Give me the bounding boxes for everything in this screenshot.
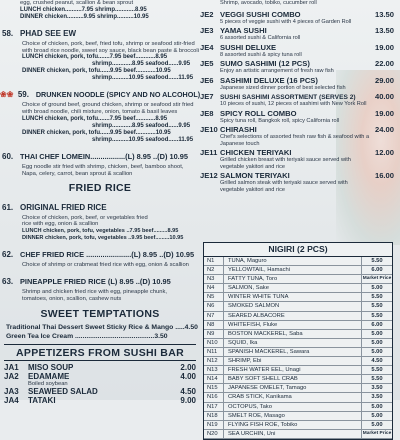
nigiri-name: WINTER WHITE TUNA: [224, 293, 362, 301]
appetizer-item: [0, 387, 200, 396]
combo-desc: Japanese sized dinner portion of best selected fish: [220, 84, 346, 91]
appetizer-code: JA4: [4, 395, 19, 405]
nigiri-name: OCTOPUS, Tako: [224, 403, 362, 411]
nigiri-row: [204, 357, 392, 366]
item-desc: Choice of ground beef, ground chicken, shrimp or seafood stir fried: [22, 102, 194, 109]
item-57-lunch: LUNCH chicken..........7.95 shrimp............8.95: [20, 6, 147, 13]
nigiri-name: TUNA, Maguro: [224, 257, 362, 265]
nigiri-price: 3.50: [371, 385, 383, 392]
divider: [4, 360, 196, 361]
nigiri-name: YELLOWTAIL, Hamachi: [224, 266, 362, 274]
combo-desc: 5 pieces of veggie sushi with 4 pieces of Garden Roll: [220, 18, 352, 25]
combo-code: JE2: [200, 9, 214, 19]
nigiri-name: SMELT ROE, Masago: [224, 412, 362, 420]
nigiri-code: N17: [204, 403, 224, 411]
menu-item-58: [0, 23, 200, 83]
combo-name: CHICKEN TERIYAKI: [220, 148, 292, 157]
nigiri-code: N11: [204, 348, 224, 356]
combo-item: [200, 92, 400, 108]
nigiri-price: 5.50: [371, 376, 383, 383]
left-column: [0, 0, 201, 405]
appetizer-name: TATAKI: [28, 395, 56, 405]
dessert-item: Traditional Thai Dessert Sweet Sticky Rice & Mango .....4.50: [6, 323, 198, 331]
nigiri-price: 4.50: [371, 358, 383, 365]
combo-item: [200, 171, 400, 193]
appetizer-item: [0, 372, 200, 387]
item-name: PINEAPPLE FRIED RICE (L) 8.95 ..(D) 10.95: [20, 276, 171, 286]
appetizer-price: 4.50: [180, 386, 196, 396]
nigiri-row: [204, 375, 392, 384]
nigiri-price: 6.00: [371, 267, 383, 274]
item-57-dinner: DINNER chicken..........9.95 shrimp..........10.95: [20, 13, 149, 20]
nigiri-price: 5.50: [371, 367, 383, 374]
combo-price: 13.50: [374, 26, 394, 35]
nigiri-price: 5.50: [371, 303, 383, 310]
nigiri-name: SEA URCHIN, Uni: [224, 430, 362, 438]
combo-item: [200, 76, 400, 92]
nigiri-name: BABY SOFT SHELL CRAB: [224, 375, 362, 383]
price-line: LUNCH chicken, pork, tofu.......7.95 beef............8.95: [22, 115, 168, 122]
nigiri-table: [203, 242, 393, 440]
combo-name: SUMO SASHIMI (12 PCS): [220, 59, 310, 68]
nigiri-price: 3.50: [371, 394, 383, 401]
spicy-pepper-icon: ❀❀: [0, 90, 14, 100]
price-line: DINNER chicken, pork, tofu......9.95 beef............10.95: [22, 129, 171, 136]
item-desc: Shrimp and chicken fried rice with egg, pineapple chunk,: [22, 288, 168, 295]
combo-price: 22.00: [374, 59, 394, 68]
combo-desc: Spicy tuna roll, Bangkok roll, spicy California roll: [220, 117, 340, 124]
combo-name: YAMA SUSHI: [220, 26, 267, 35]
appetizer-code: JA3: [4, 386, 19, 396]
combo-price: 40.00: [374, 92, 394, 101]
item-number: 58.: [2, 28, 14, 38]
item-number: 62.: [2, 250, 14, 260]
item-desc: Choice of chicken, pork, beef, fried tofu, shrimp or seafood stir-fried: [22, 40, 195, 47]
combo-price: 24.00: [374, 125, 394, 134]
nigiri-row: [204, 330, 392, 339]
nigiri-code: N9: [204, 330, 224, 338]
combo-item: [200, 125, 400, 147]
nigiri-code: N20: [204, 430, 224, 438]
appetizer-price: 9.00: [180, 395, 196, 405]
combo-desc: 6 assorted sushi & California roll: [220, 35, 301, 41]
combo-code: JE5: [200, 59, 214, 68]
item-desc: Choice of shrimp or crabmeat fried rice with egg, onion & scallion: [22, 262, 189, 269]
nigiri-code: N12: [204, 357, 224, 365]
nigiri-row: [204, 384, 392, 393]
appetizer-code: JA2: [4, 371, 19, 381]
appetizer-code: JA1: [4, 362, 19, 372]
combo-code: JE10: [200, 125, 218, 134]
nigiri-name: FLYING FISH ROE, Tobiko: [224, 421, 362, 429]
item-number: 60.: [2, 151, 14, 161]
combo-desc: Grilled chicken breast with teriyaki sauce served with vegetable yakitori and rice: [220, 157, 351, 170]
price-line: shrimp............8.95 seafood......9.95: [92, 61, 191, 68]
item-number: 61.: [2, 202, 14, 212]
divider: [4, 344, 196, 345]
combo-price: 19.00: [374, 42, 394, 52]
nigiri-row: [204, 275, 392, 284]
price-line: shrimp..........10.95 seafood......11.95: [92, 136, 194, 143]
combo-code: JE3: [200, 26, 214, 35]
item-desc: Egg noodle stir fried with shrimp, chicken, beef, bamboo shoot,: [22, 163, 184, 170]
combo-desc: 10 pieces of sushi, 12 pieces of sashimi with New York Roll: [220, 101, 367, 107]
price-line: shrimp..........10.95 seafood......11.95: [92, 75, 194, 82]
item-desc: rice with egg, onion & scallion: [22, 221, 99, 228]
combo-desc: Chef's selections of assorted fresh raw fish & seafood with a Japanese touch: [220, 134, 370, 147]
nigiri-row: [204, 421, 392, 430]
nigiri-row: [204, 284, 392, 293]
sweet-temptations-heading: SWEET TEMPTATIONS: [40, 307, 160, 320]
nigiri-price: 5.50: [371, 294, 383, 301]
combo-list: [200, 10, 400, 194]
nigiri-price: 6.00: [371, 321, 383, 328]
combo-code: JE12: [200, 171, 218, 180]
combo-item: [200, 148, 400, 170]
fried-rice-heading: FRIED RICE: [68, 181, 132, 194]
nigiri-code: N5: [204, 293, 224, 301]
item-57-desc: egg, crushed peanut, scallion & bean sprout: [20, 0, 134, 6]
nigiri-price: 5.50: [371, 312, 383, 319]
combo-price: 13.50: [374, 9, 394, 19]
nigiri-code: N16: [204, 393, 224, 401]
combo-desc: Enjoy an artistic arrangement of fresh raw fish: [220, 68, 334, 74]
nigiri-code: N1: [204, 257, 224, 265]
nigiri-name: JAPANESE OMELET, Tamago: [224, 384, 362, 392]
item-desc: Choice of chicken, pork, beef, or vegetables fried: [22, 214, 148, 221]
nigiri-name: SMOKED SALMON: [224, 302, 362, 310]
nigiri-code: N18: [204, 412, 224, 420]
appetizer-item: [0, 363, 200, 372]
nigiri-code: N2: [204, 266, 224, 274]
item-desc: Napa, celery, carrot, bean sprout & scallion: [22, 170, 133, 177]
nigiri-code: N13: [204, 366, 224, 374]
price-line: DINNER chicken, pork, tofu, vegetables ..9.95 beef.........10.95: [22, 235, 184, 242]
nigiri-price: Market Price: [362, 430, 392, 436]
combo-item: [200, 109, 400, 125]
nigiri-heading: NIGIRI (2 PCS): [204, 243, 392, 257]
combo-item: [200, 59, 400, 75]
nigiri-rows: [204, 257, 392, 439]
nigiri-name: FATTY TUNA, Toro: [224, 275, 362, 283]
item-number: 63.: [2, 276, 14, 286]
nigiri-row: [204, 293, 392, 302]
item-name: THAI CHEF LOMEIN.................(L) 8.95 ..(D) 10.95: [20, 151, 188, 161]
nigiri-code: N4: [204, 284, 224, 292]
combo-code: JE6: [200, 75, 214, 85]
nigiri-code: N10: [204, 339, 224, 347]
nigiri-name: FRESH WATER EEL, Unagi: [224, 366, 362, 374]
nigiri-name: SHRIMP, Ebi: [224, 357, 362, 365]
appetizer-item: [0, 396, 200, 405]
combo-je1-desc: Shrimp, avocado, tobiko, cucumber roll: [220, 0, 317, 6]
nigiri-code: N8: [204, 321, 224, 329]
item-number: 59.: [17, 90, 29, 100]
combo-name: VEGGI SUSHI COMBO: [220, 9, 301, 19]
menu-item-63: [0, 271, 200, 303]
combo-item: [200, 26, 400, 42]
nigiri-price: 5.00: [371, 339, 383, 346]
nigiri-price: 5.00: [371, 348, 383, 355]
nigiri-price: 5.00: [371, 285, 383, 292]
combo-item: [200, 43, 400, 59]
item-name: CHEF FRIED RICE ......................(L) 8.95 ..(D) 10.95: [20, 250, 195, 260]
dessert-item: Green Tea Ice Cream ..........................................3.50: [6, 332, 168, 340]
nigiri-row: [204, 348, 392, 357]
nigiri-name: SALMON, Sake: [224, 284, 362, 292]
item-desc: with broad noodle, chili mixture, onion, tomato & basil leaves: [22, 109, 178, 116]
nigiri-price: 5.00: [371, 403, 383, 410]
item-name: ORIGINAL FRIED RICE: [20, 202, 107, 212]
combo-item: [200, 10, 400, 26]
menu-item-62: [0, 244, 200, 269]
appetizer-name: SEAWEED SALAD: [28, 386, 98, 396]
price-line: LUNCH chicken, pork, tofu.......7.95 beef............8.95: [22, 54, 168, 61]
price-line: shrimp............8.95 seafood......9.95: [92, 122, 191, 129]
appetizer-name: MISO SOUP: [28, 362, 74, 372]
combo-price: 16.00: [374, 171, 394, 180]
combo-code: JE4: [200, 42, 214, 52]
combo-name: SASHIMI DELUXE (16 PCS): [220, 75, 318, 85]
nigiri-code: N14: [204, 375, 224, 383]
nigiri-price: 5.00: [371, 330, 383, 337]
nigiri-code: N7: [204, 312, 224, 320]
appetizer-price: 2.00: [180, 362, 196, 372]
nigiri-row: [204, 302, 392, 311]
appetizers-heading: APPETIZERS FROM SUSHI BAR: [16, 346, 184, 359]
nigiri-row: [204, 412, 392, 421]
combo-name: CHIRASHI: [220, 125, 257, 134]
nigiri-row: [204, 339, 392, 348]
nigiri-name: CRAB STICK, Kanikama: [224, 393, 362, 401]
combo-name: SUSHI DELUXE: [220, 42, 277, 52]
menu-item-61: [0, 197, 200, 243]
nigiri-code: N6: [204, 302, 224, 310]
price-line: LUNCH chicken, pork, tofu, vegetables ..7.95 beef.........8.95: [22, 228, 179, 235]
combo-code: JE8: [200, 108, 214, 118]
combo-desc: Grilled salmon steak with teriyaki sauce served with vegetable yakitori and rice: [220, 180, 348, 193]
nigiri-row: [204, 257, 392, 266]
appetizer-name: EDAMAME: [28, 371, 70, 381]
nigiri-name: SPANISH MACKEREL, Sawara: [224, 348, 362, 356]
nigiri-price: 5.00: [371, 421, 383, 428]
combo-price: 29.00: [374, 75, 394, 85]
price-line: DINNER chicken, pork, tofu......9.95 beef............10.95: [22, 68, 171, 75]
nigiri-code: N3: [204, 275, 224, 283]
nigiri-code: N19: [204, 421, 224, 429]
item-name: DRUNKEN NOODLE (SPICY AND NO ALCOHOL): [35, 90, 201, 100]
combo-name: SALMON TERIYAKI: [220, 171, 290, 180]
nigiri-price: 5.50: [371, 258, 383, 264]
appetizer-desc: Boiled soybean: [28, 380, 68, 387]
nigiri-code: N15: [204, 384, 224, 392]
right-column: [200, 0, 400, 437]
item-desc: tomatoes, onion, scallion, cashew nuts: [22, 295, 122, 302]
appetizer-list: [0, 363, 200, 405]
nigiri-price: Market Price: [362, 276, 392, 282]
combo-name: SUSHI SASHIMI ASSORTMENT (SERVES 2): [220, 94, 356, 101]
combo-price: 12.00: [374, 148, 394, 157]
nigiri-row: [204, 266, 392, 275]
appetizer-price: 4.00: [180, 371, 196, 381]
combo-name: SPICY ROLL COMBO: [220, 108, 297, 118]
combo-price: 19.00: [374, 108, 394, 118]
menu-item-59: [0, 84, 200, 144]
nigiri-name: SEARED ALBACORE: [224, 312, 362, 320]
nigiri-row: [204, 393, 392, 402]
nigiri-name: BOSTON MACKEREL, Saba: [224, 330, 362, 338]
item-name: PHAD SEE EW: [20, 28, 77, 38]
nigiri-row: [204, 403, 392, 412]
combo-code: JE7: [200, 92, 214, 101]
nigiri-row: [204, 366, 392, 375]
nigiri-row: [204, 321, 392, 330]
nigiri-name: WHITEFISH, Fluke: [224, 321, 362, 329]
nigiri-row: [204, 430, 392, 439]
menu-item-60: [0, 146, 200, 178]
combo-code: JE11: [200, 148, 218, 157]
item-desc: with broad rice noodle, sweet soy sauce, black bean paste & broccoli: [22, 47, 199, 54]
nigiri-row: [204, 312, 392, 321]
nigiri-name: SQUID, Ika: [224, 339, 362, 347]
nigiri-price: 5.00: [371, 412, 383, 419]
combo-desc: 8 assorted sushi & spicy tuna roll: [220, 51, 302, 58]
